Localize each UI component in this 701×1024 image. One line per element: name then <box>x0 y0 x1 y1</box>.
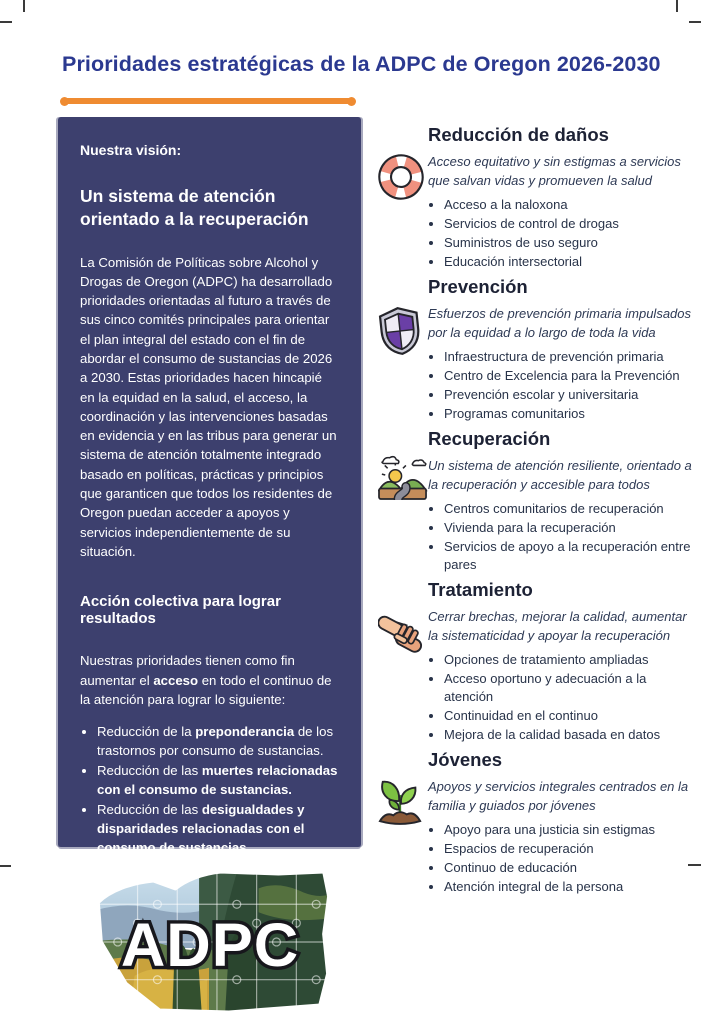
crop-mark-top-left-v <box>23 0 25 12</box>
section-title: Tratamiento <box>428 579 533 600</box>
list-item: • Mejora de la calidad basada en datos <box>444 726 694 744</box>
section-treatment <box>378 579 694 744</box>
orange-divider <box>63 98 353 104</box>
section-title: Jóvenes <box>428 749 503 770</box>
handshake-icon <box>378 613 424 659</box>
list-item: • Continuidad en el continuo <box>444 707 694 725</box>
list-item: • Opciones de tratamiento ampliadas <box>444 651 694 669</box>
landscape-icon <box>378 452 424 500</box>
section-bullet-list <box>428 348 694 423</box>
priorities-column <box>378 124 694 901</box>
list-item: • Prevención escolar y universitaria <box>444 386 694 404</box>
list-item: • Acceso a la naloxona <box>444 196 694 214</box>
adpc-logo <box>80 858 340 1024</box>
list-item: • Educación intersectorial <box>444 253 694 271</box>
list-item: • Infraestructura de prevención primaria <box>444 348 694 366</box>
list-item: • Servicios de apoyo a la recuperación entre pares <box>444 538 694 574</box>
list-item: • Centro de Excelencia para la Prevención <box>444 367 694 385</box>
list-item: • Vivienda para la recuperación <box>444 519 694 537</box>
section-subtitle: Esfuerzos de prevención primaria impulsados por la equidad a lo largo de toda la vida <box>428 306 692 340</box>
vision-heading: Un sistema de atención orientado a la recuperación <box>80 186 309 229</box>
section-harm-reduction <box>378 124 694 271</box>
section-title: Recuperación <box>428 428 551 449</box>
list-item: • Servicios de control de drogas <box>444 215 694 233</box>
page-title: Prioridades estratégicas de la ADPC de Oregon 2026-2030 <box>62 52 661 76</box>
list-item: • Reducción de las desigualdades y disparidades relacionadas con el consumo de sustancias. <box>97 800 340 857</box>
section-prevention <box>378 276 694 423</box>
crop-mark-bottom-left-h <box>0 865 11 867</box>
action-intro: Nuestras prioridades tienen como fin aumentar el acceso en todo el continuo de la atención para lograr lo siguiente: <box>80 653 332 707</box>
section-bullet-list <box>428 651 694 744</box>
section-recovery <box>378 428 694 574</box>
list-item: • Continuo de educación <box>444 859 694 877</box>
section-title: Prevención <box>428 276 528 297</box>
crop-mark-top-left-h <box>0 21 12 23</box>
list-item: • Reducción de las muertes relacionadas con el consumo de sustancias. <box>97 761 340 799</box>
crop-mark-top-right-v <box>676 0 678 12</box>
section-youth <box>378 749 694 896</box>
shield-icon <box>378 306 424 356</box>
action-heading: Acción colectiva para lograr resultados <box>80 593 281 628</box>
vision-bullet-list <box>80 722 340 858</box>
vision-panel <box>58 117 361 980</box>
section-title: Reducción de daños <box>428 124 609 145</box>
oregon-map-logo-image <box>80 858 340 1024</box>
section-subtitle: Cerrar brechas, mejorar la calidad, aumentar la sistematicidad y apoyar la recuperación <box>428 609 687 643</box>
section-subtitle: Apoyos y servicios integrales centrados en la familia y guiados por jóvenes <box>428 779 689 813</box>
section-bullet-list <box>428 500 694 574</box>
crop-mark-top-right-h <box>689 21 701 23</box>
list-item: • Programas comunitarios <box>444 405 694 423</box>
list-item: • Apoyo para una justicia sin estigmas <box>444 821 694 839</box>
section-subtitle: Un sistema de atención resiliente, orientado a la recuperación y accesible para todos <box>428 458 692 492</box>
list-item: • Espacios de recuperación <box>444 840 694 858</box>
lifebuoy-icon <box>378 154 424 200</box>
seedling-icon <box>378 775 424 825</box>
list-item: • Centros comunitarios de recuperación <box>444 500 694 518</box>
adpc-logo-text: ADPC <box>120 910 300 980</box>
section-bullet-list <box>428 821 694 896</box>
section-bullet-list <box>428 196 694 271</box>
list-item: • Reducción de la preponderancia de los trastornos por consumo de sustancias. <box>97 722 340 760</box>
list-item: • Atención integral de la persona <box>444 878 694 896</box>
list-item: • Acceso oportuno y adecuación a la atención <box>444 670 694 706</box>
vision-paragraph: La Comisión de Políticas sobre Alcohol y Drogas de Oregon (ADPC) ha desarrollado prioridades orientadas al futuro a través de sus cinco comités principales para orientar el plan integral del estado con el fin de abordar el consumo de sustancias de 2026 a 2030. Estas prioridades hacen hincapié en la equidad en la salud, el acceso, la coordinación y las intervenciones basadas en evidencia y en las tribus para generar un sistema de atención totalmente integrado basado en políticas, prácticas y principios que garanticen que todos los residentes de Oregon puedan acceder a apoyos y servicios independientemente de su situación. <box>80 254 337 559</box>
vision-kicker: Nuestra visión: <box>80 142 182 158</box>
section-subtitle: Acceso equitativo y sin estigmas a servicios que salvan vidas y promueven la salud <box>428 154 681 188</box>
list-item: • Suministros de uso seguro <box>444 234 694 252</box>
